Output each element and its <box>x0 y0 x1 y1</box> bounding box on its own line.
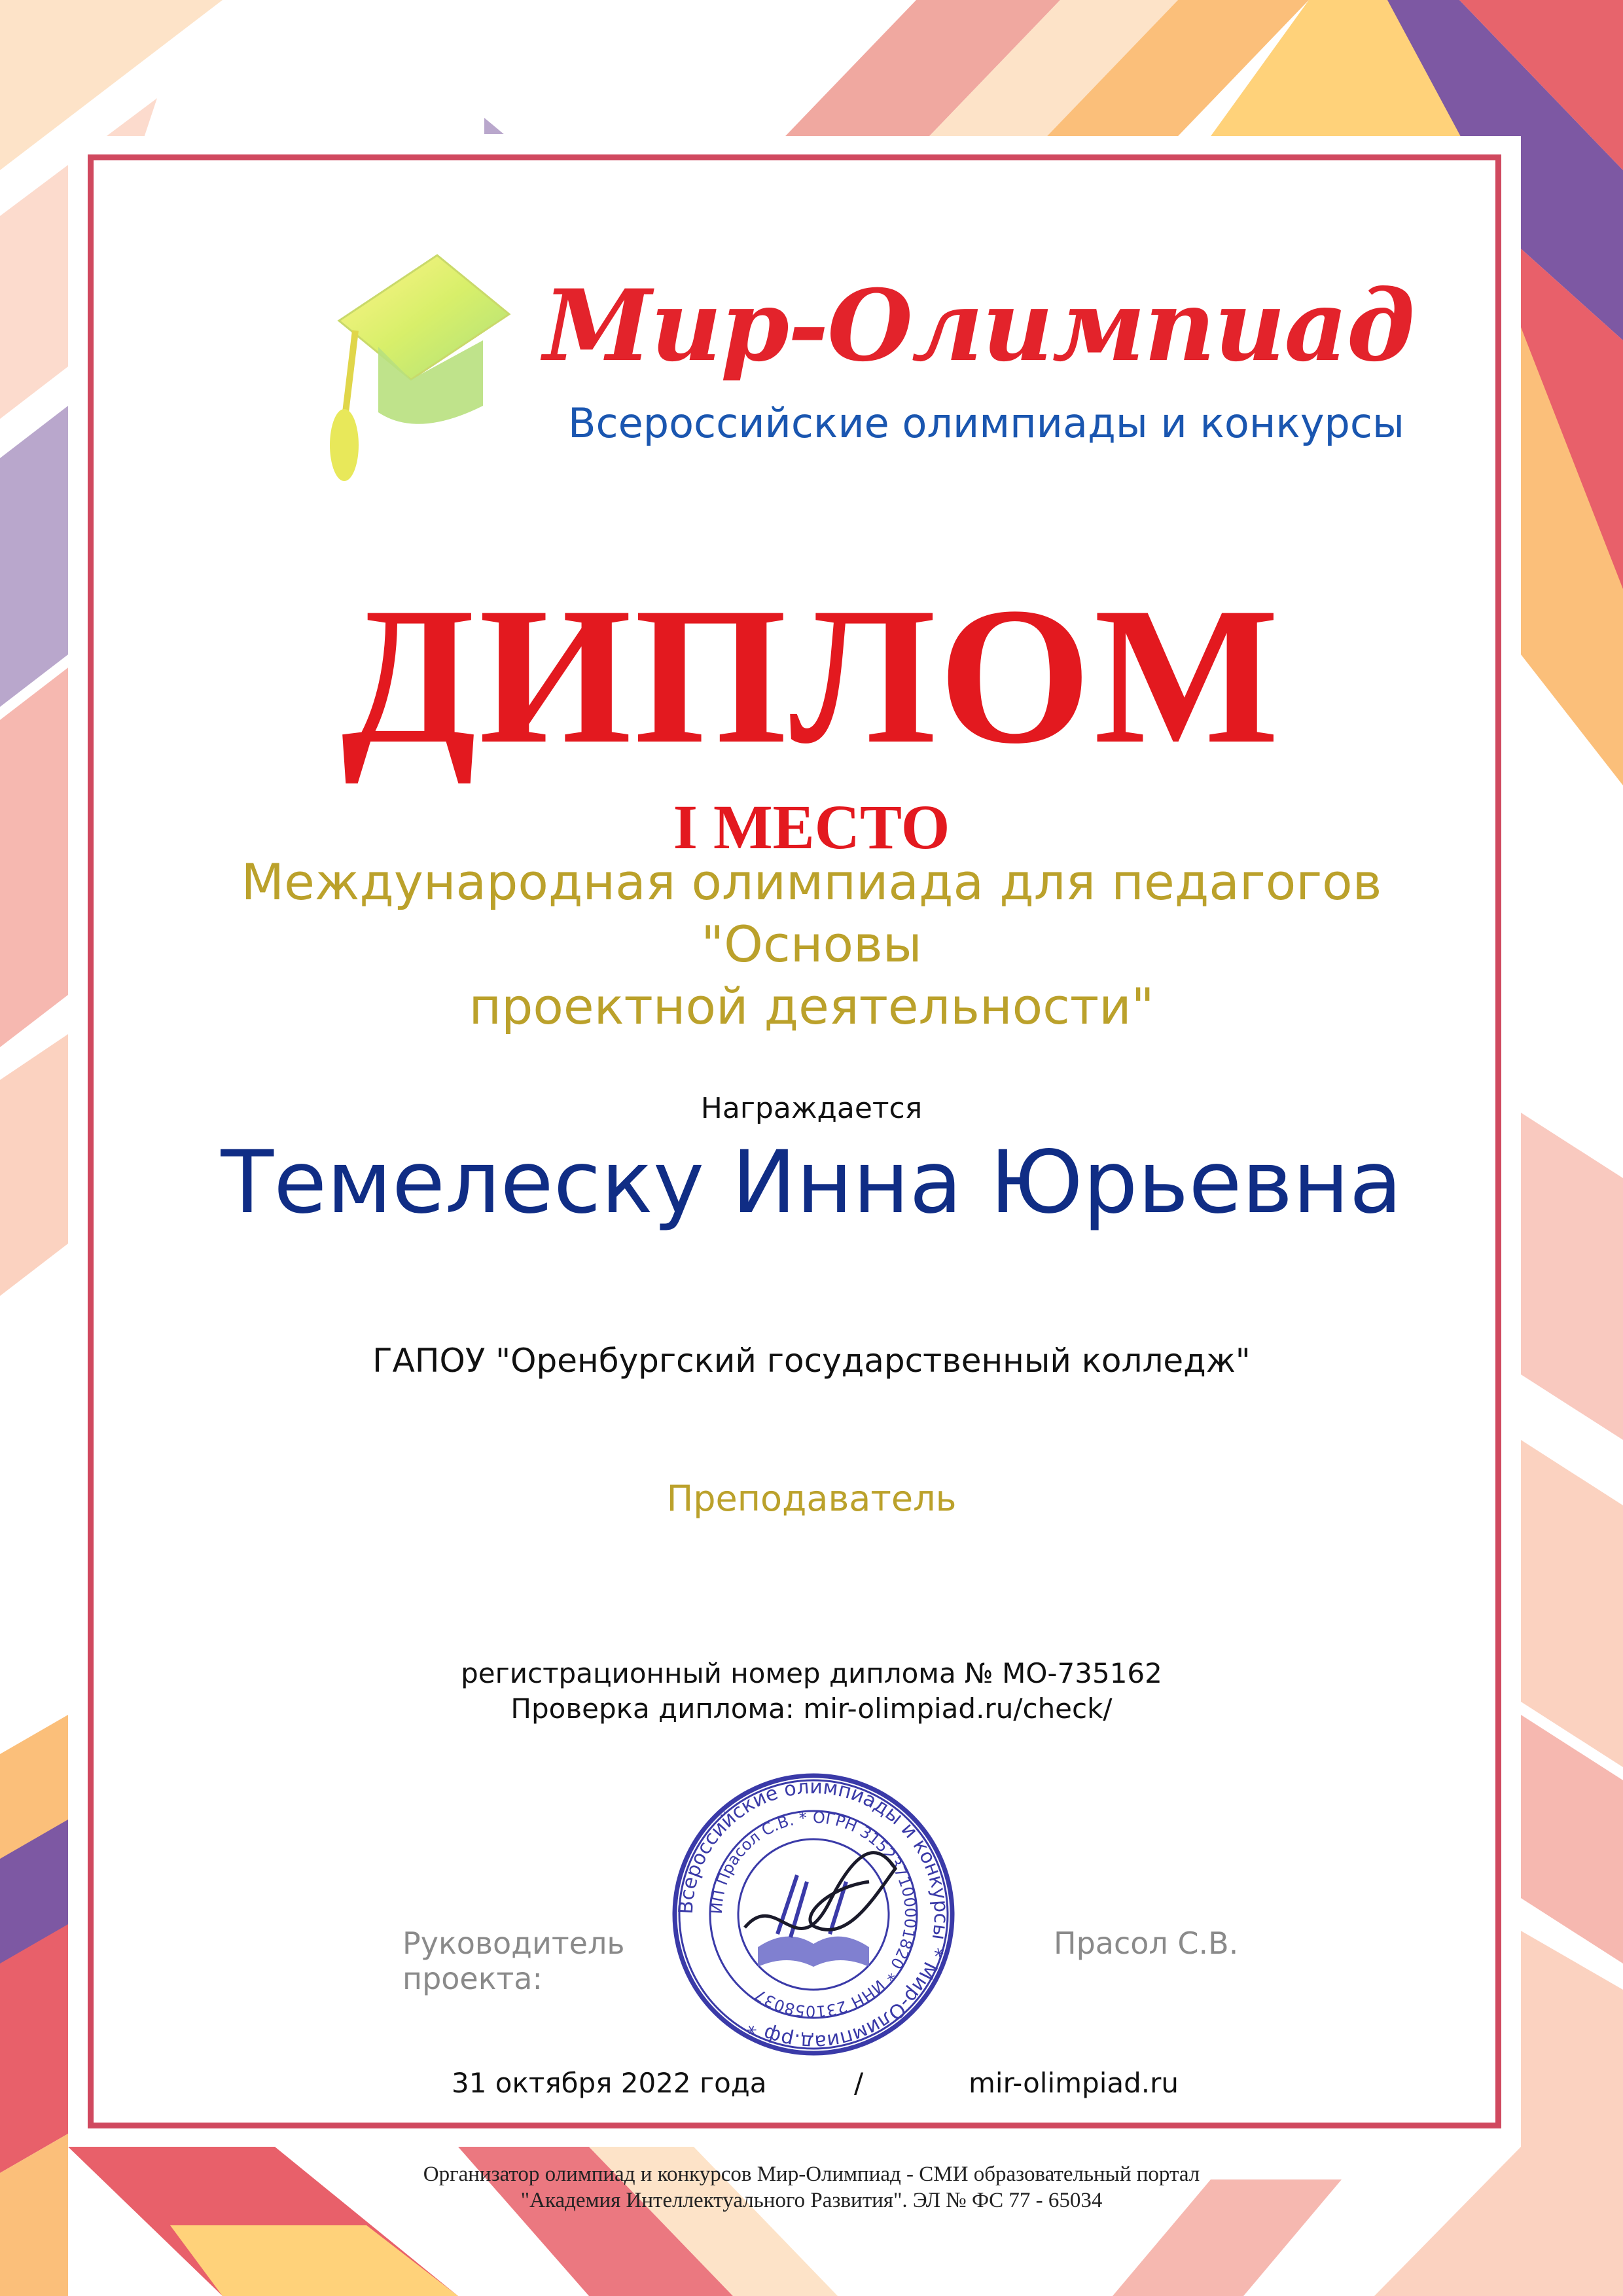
seal-outer-text: Всероссийские олимпиады и конкурсы * Мир-Олимпиад.рф * <box>674 1775 953 2054</box>
graduation-cap-icon <box>319 249 516 484</box>
head-name: Прасол С.В. <box>1054 1926 1239 1961</box>
date-site-separator: / <box>854 2067 864 2099</box>
registration-block <box>0 1656 1623 1727</box>
olympiad-name-line1: Международная олимпиада для педагогов "Основы <box>241 853 1382 973</box>
olympiad-name <box>131 851 1492 1037</box>
recipient-name: Темелеску Инна Юрьевна <box>221 1132 1402 1233</box>
footer-line2: "Академия Интеллектуального Развития". ЭЛ № ФС 77 - 65034 <box>520 2189 1103 2212</box>
brand-name: Мир-Олимпиад <box>543 268 1414 384</box>
footer-line1: Организатор олимпиад и конкурсов Мир-Олимпиад - СМИ образовательный портал <box>423 2162 1200 2186</box>
head-label-line1: Руководитель <box>402 1926 625 1961</box>
olympiad-name-line2: проектной деятельности" <box>469 977 1154 1035</box>
diploma-date: 31 октября 2022 года <box>452 2067 767 2099</box>
recipient-organization: ГАПОУ "Оренбургский государственный колледж" <box>372 1342 1251 1380</box>
site-link[interactable]: mir-olimpiad.ru <box>969 2067 1179 2099</box>
registration-number: регистрационный номер диплома № МО-735162 <box>461 1657 1162 1689</box>
official-seal <box>666 1770 961 2058</box>
seal-inner-text: ИП Прасол С.В. * ОГРН 315237100001820 * ИНН 231058037 <box>707 1808 920 2021</box>
logo-wordmark <box>543 268 1414 447</box>
head-label <box>402 1926 624 1996</box>
check-url: Проверка диплома: mir-olimpiad.ru/check/ <box>510 1693 1113 1725</box>
organizer-footer <box>0 2161 1623 2214</box>
awarded-label: Награждается <box>700 1092 923 1125</box>
place-label: I МЕСТО <box>673 792 950 862</box>
head-label-line2: проекта: <box>402 1961 543 1996</box>
diploma-title: ДИПЛОМ <box>341 567 1282 784</box>
recipient-position: Преподаватель <box>666 1478 957 1519</box>
brand-tagline: Всероссийские олимпиады и конкурсы <box>568 399 1404 447</box>
